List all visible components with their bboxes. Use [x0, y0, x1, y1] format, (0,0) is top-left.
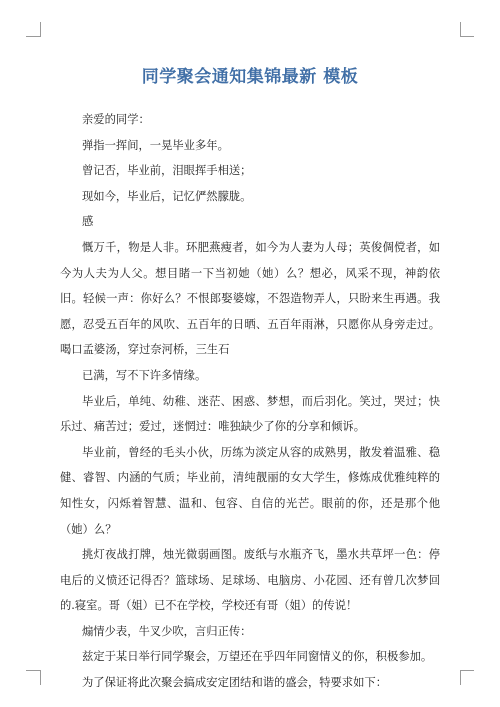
paragraph: 毕业后，单纯、幼稚、迷茫、困惑、梦想，而后羽化。笑过，哭过；快乐过、痛苦过；爱过，迷惘过：唯独缺少了你的分享和倾诉。 — [60, 394, 440, 434]
paragraph: 煽情少表，牛叉少吹，言归正传： — [82, 624, 252, 638]
paragraph: 兹定于某日举行同学聚会，万望还在乎四年同窗情义的你，积极参加。 — [82, 650, 433, 664]
document-title: 同学聚会通知集锦最新 模板 — [141, 67, 359, 87]
paragraph: 感 — [82, 215, 94, 229]
paragraph: 毕业前，曾经的毛头小伙，历练为淡定从容的成熟男，散发着温雅、稳健、睿智、内涵的气质；毕业前，清纯靓丽的女大学生，修炼成优雅纯粹的知性女，闪烁着智慧、温和、包容、自信的光芒。眼前的你，还是那个他（她）么？ — [60, 445, 440, 536]
paragraph: 为了保证将此次聚会搞成安定团结和谐的盛会，特要求如下： — [82, 676, 388, 690]
paragraph: 弹指一挥间，一晃毕业多年。 — [82, 138, 229, 152]
document-body — [60, 107, 440, 696]
paragraph: 现如今，毕业后，记忆俨然朦胧。 — [82, 189, 252, 203]
paragraph: 慨万千，物是人非。环肥燕瘦者，如今为人妻为人母；英俊倜傥者，如今为人夫为人父。想目睹一下当初她（她）么？想必，风采不现，神韵依旧。轻候一声：你好么？不恨郎娶婆嫁，不怨造物弄人，只盼来生再遇。我愿，忍受五百年的风吹、五百年的日晒、五百年雨淋，只愿你从身旁走过。喝口孟婆汤，穿过奈河桥，三生石 — [60, 240, 440, 357]
paragraph: 已满，写不下许多情缘。 — [82, 368, 207, 382]
paragraph: 曾记否，毕业前，泪眼挥手相送； — [82, 164, 252, 178]
paragraph-salutation: 亲爱的同学： — [82, 113, 150, 126]
paragraph: 挑灯夜战打牌，烛光微弱画图。废纸与水瓶齐飞，墨水共草坪一色：停电后的义愤还记得否？篮球场、足球场、电脑房、小花园、还有曾几次梦回的.寝室。哥（姐）已不在学校，学校还有哥（姐）的传说！ — [60, 548, 440, 613]
